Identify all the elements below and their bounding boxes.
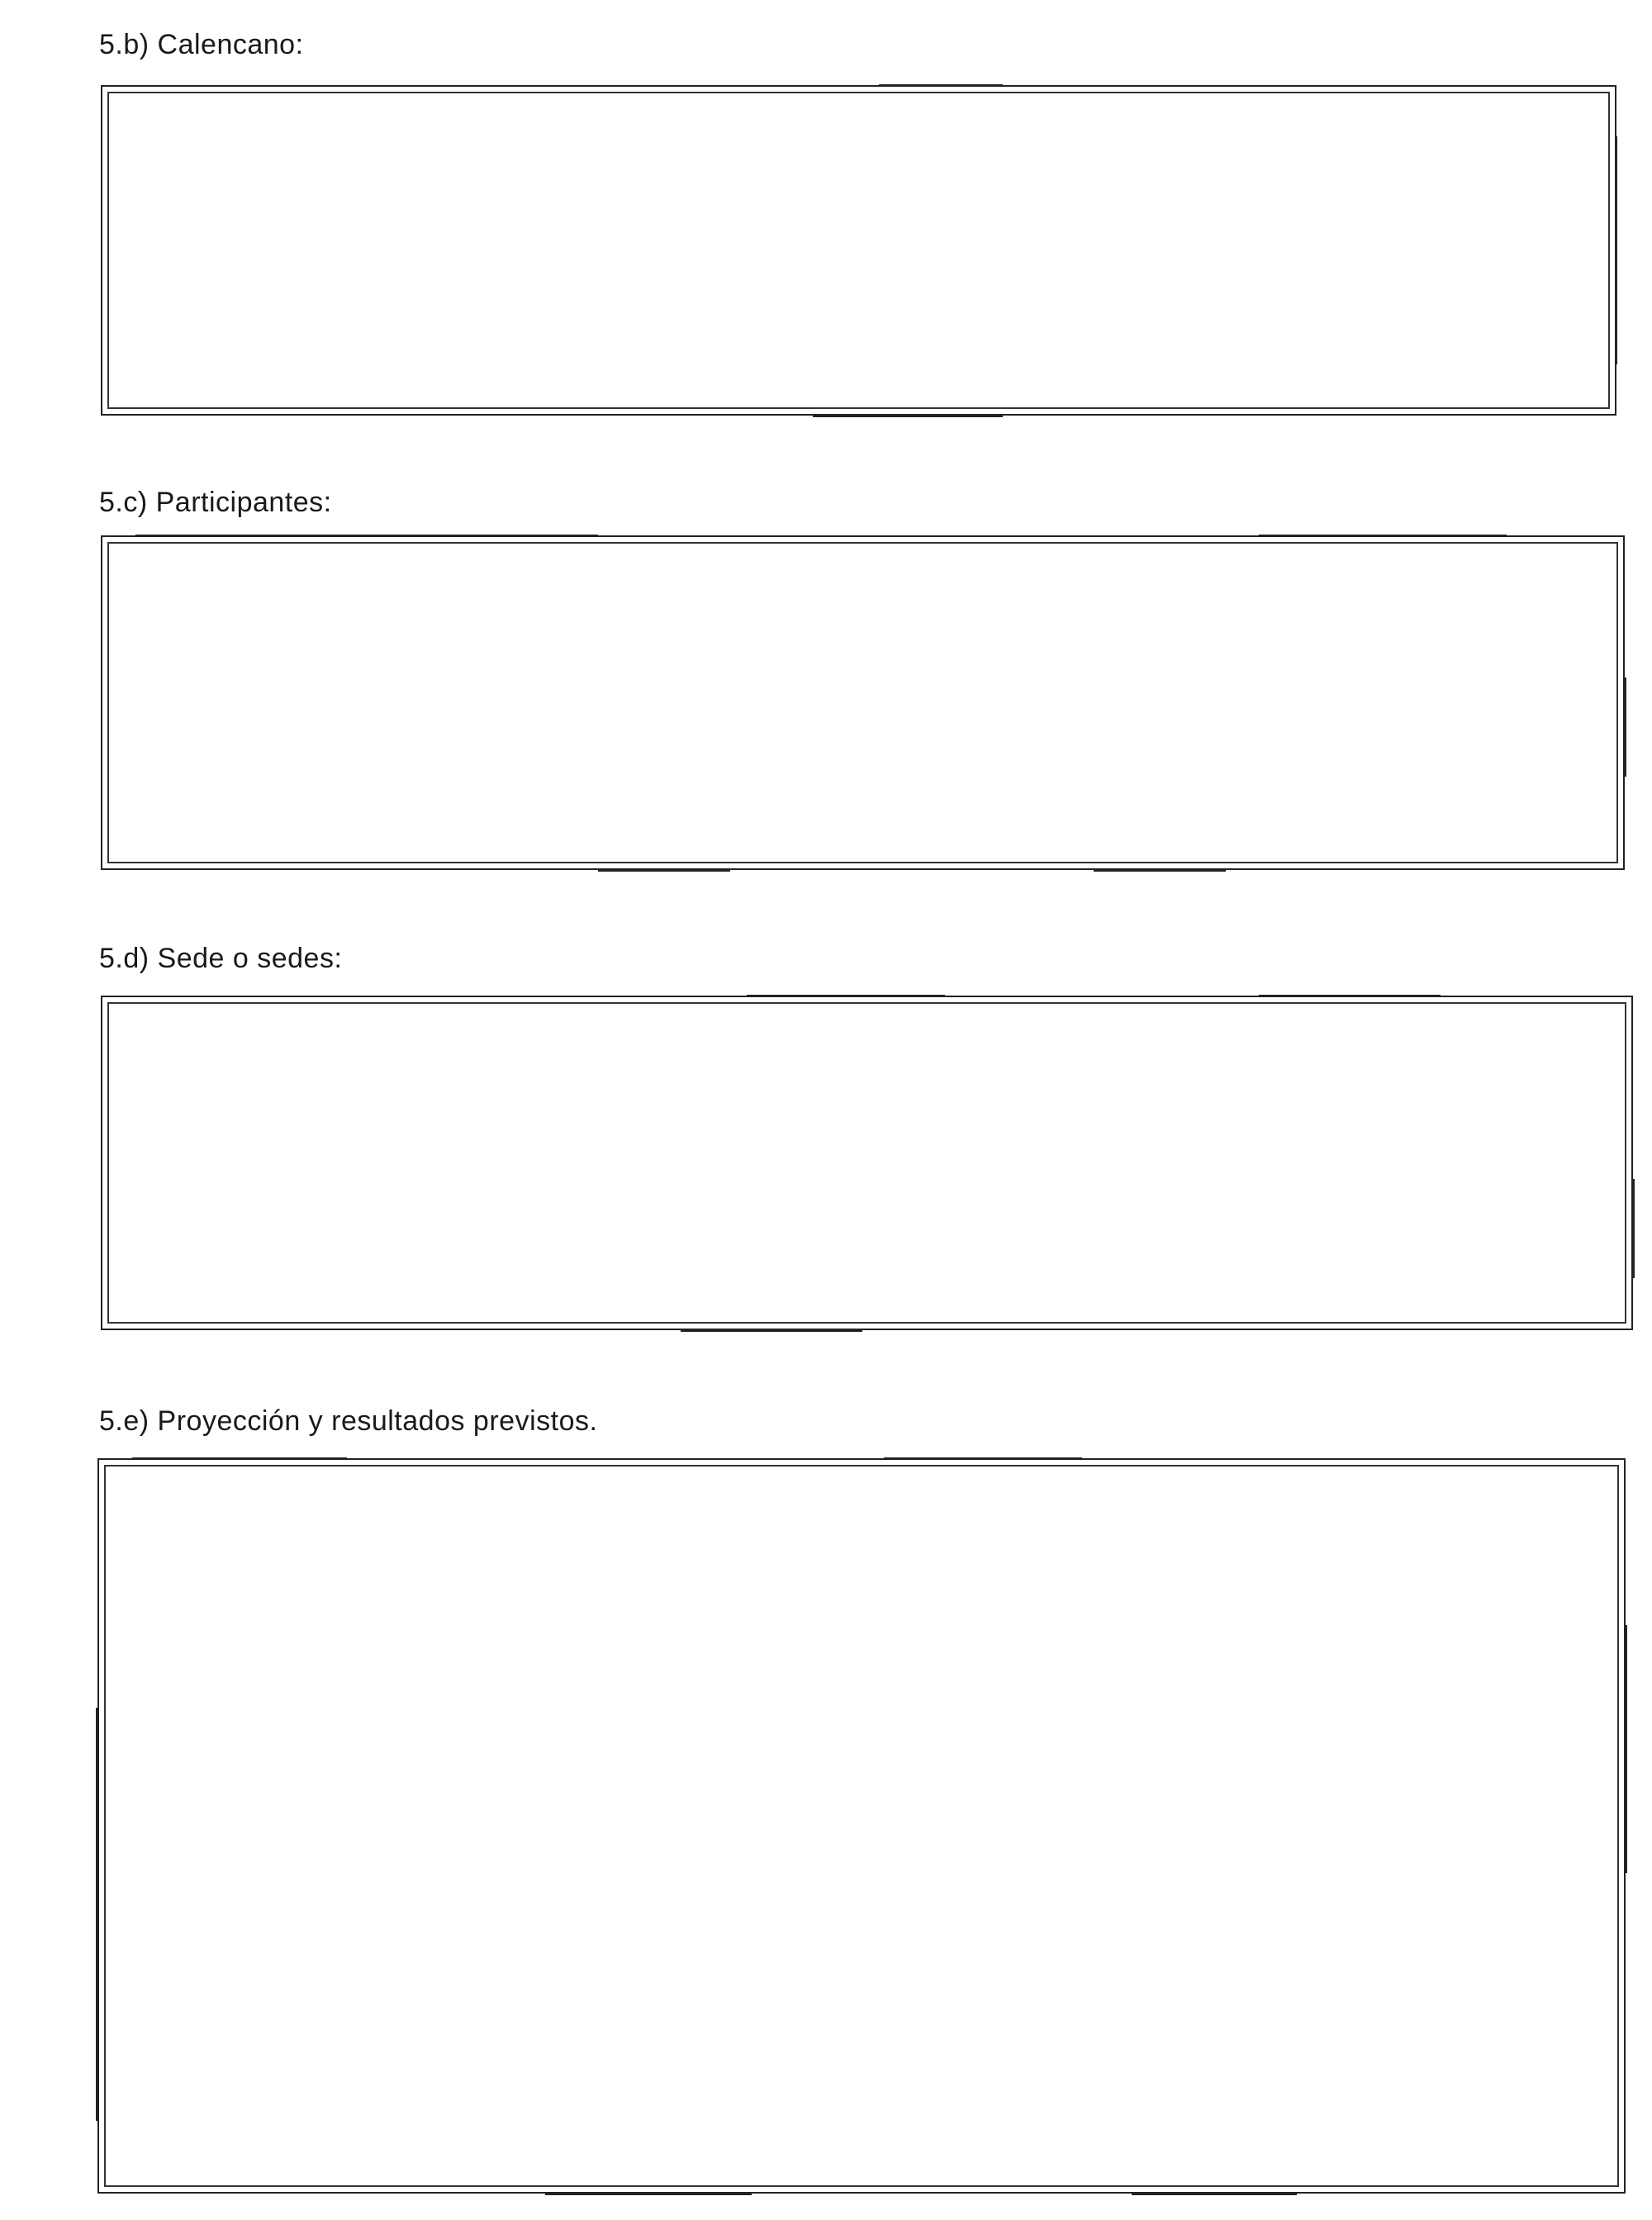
section-label-participantes: 5.c) Participantes: (99, 487, 332, 518)
scan-artifact (1132, 2193, 1297, 2195)
scan-artifact (1625, 1625, 1627, 1873)
scan-artifact (1624, 677, 1626, 777)
scan-artifact (96, 1708, 98, 2121)
scan-artifact (135, 535, 598, 537)
scan-artifact (132, 1457, 347, 1460)
scan-artifact (681, 1329, 862, 1332)
scan-artifact (598, 869, 730, 872)
section-label-proyeccion: 5.e) Proyección y resultados previstos. (99, 1405, 598, 1437)
scan-artifact (813, 415, 1003, 417)
section-label-sede: 5.d) Sede o sedes: (99, 943, 343, 974)
scan-artifact (879, 84, 1003, 87)
scan-artifact (1259, 995, 1441, 997)
scan-artifact (545, 2193, 752, 2195)
scan-artifact (884, 1457, 1082, 1460)
sede-text-area[interactable] (101, 996, 1633, 1330)
participantes-text-area[interactable] (101, 535, 1625, 870)
scan-artifact (1259, 535, 1507, 537)
proyeccion-text-area[interactable] (97, 1458, 1626, 2194)
scan-artifact (747, 995, 945, 997)
calendario-text-area[interactable] (101, 85, 1616, 416)
scan-artifact (1615, 136, 1617, 364)
scan-artifact (1632, 1179, 1635, 1278)
scan-artifact (1094, 869, 1226, 872)
section-label-calendario: 5.b) Calencano: (99, 29, 304, 60)
